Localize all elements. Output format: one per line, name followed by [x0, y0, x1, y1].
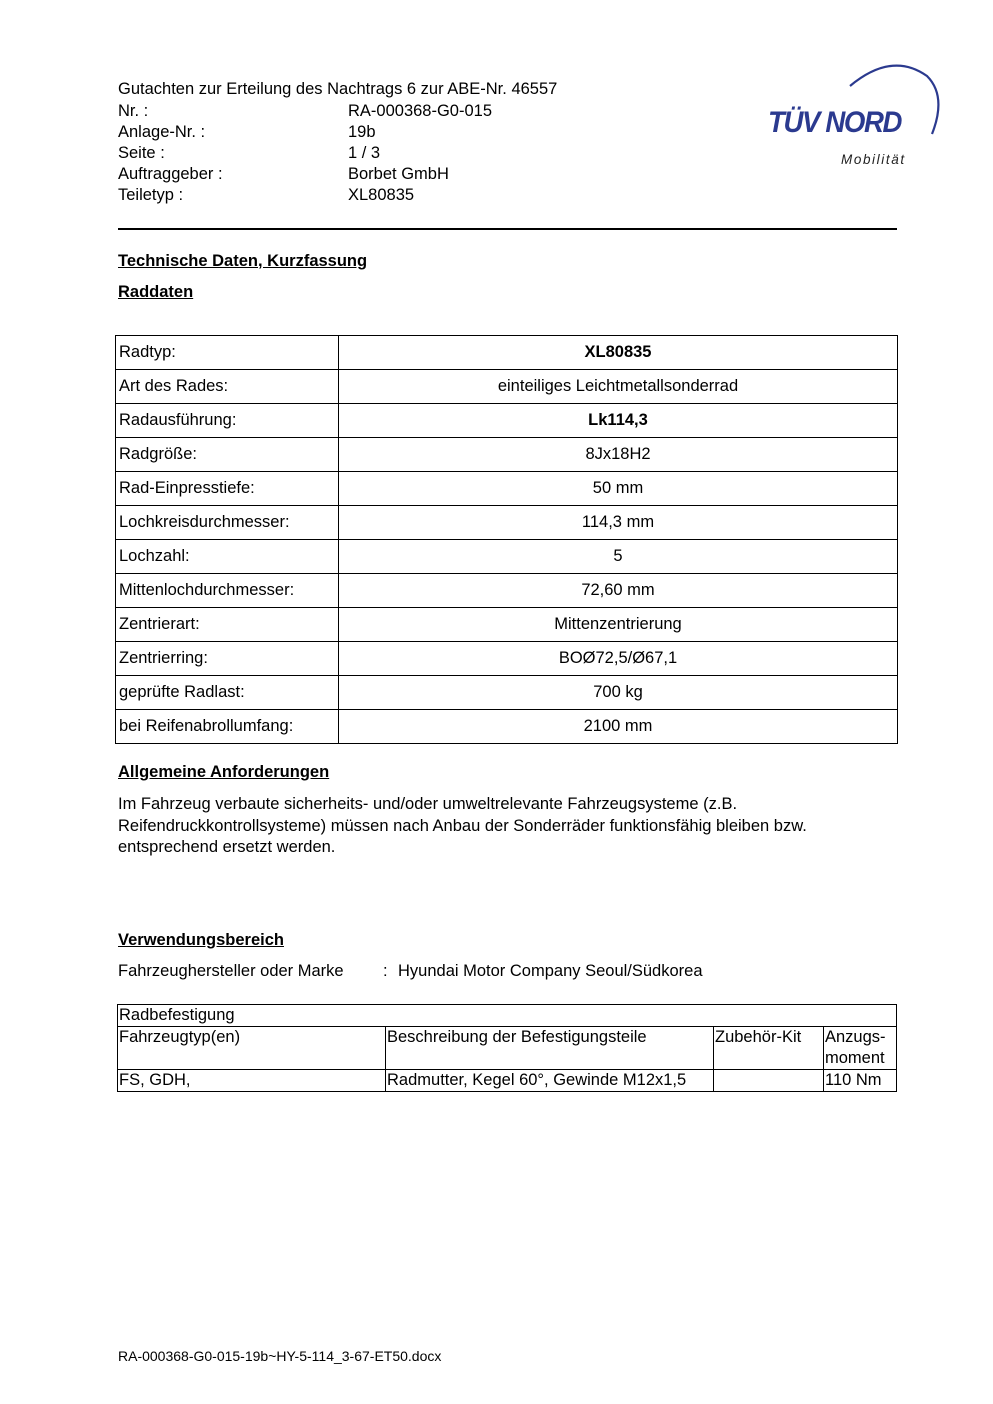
row-value: 50 mm — [339, 472, 898, 506]
radbefestigung-table — [117, 1004, 897, 1092]
row-label: Radgröße: — [116, 438, 339, 472]
row-value: XL80835 — [339, 336, 898, 370]
document-title: Gutachten zur Erteilung des Nachtrags 6 zur ABE-Nr. 46557 — [118, 80, 558, 98]
table-title-row — [118, 1005, 897, 1027]
table-row — [116, 676, 898, 710]
table-row — [116, 472, 898, 506]
table-title: Radbefestigung — [118, 1005, 897, 1027]
row-value: einteiliges Leichtmetallsonderrad — [339, 370, 898, 404]
hersteller-separator: : — [383, 962, 388, 980]
row-label: Lochzahl: — [116, 540, 339, 574]
row-label: Radtyp: — [116, 336, 339, 370]
header-label: Teiletyp : — [118, 186, 184, 204]
row-value: 5 — [339, 540, 898, 574]
header-label: Anlage-Nr. : — [118, 123, 206, 141]
row-value: Lk114,3 — [339, 404, 898, 438]
table-row — [116, 370, 898, 404]
table-row — [116, 642, 898, 676]
table-row — [116, 540, 898, 574]
header-value: XL80835 — [348, 186, 415, 204]
table-row — [116, 710, 898, 744]
row-value: 72,60 mm — [339, 574, 898, 608]
table-cell: Radmutter, Kegel 60°, Gewinde M12x1,5 — [386, 1070, 714, 1092]
row-value: 114,3 mm — [339, 506, 898, 540]
section-heading-verwendungsbereich: Verwendungsbereich — [118, 931, 284, 949]
header-label: Nr. : — [118, 102, 149, 120]
row-label: Zentrierart: — [116, 608, 339, 642]
row-value: 2100 mm — [339, 710, 898, 744]
table-row — [116, 608, 898, 642]
header-divider — [118, 228, 897, 230]
raddaten-table — [115, 335, 898, 744]
table-row — [116, 336, 898, 370]
column-header: Fahrzeugtyp(en) — [118, 1027, 386, 1070]
table-row — [116, 438, 898, 472]
row-value: BOØ72,5/Ø67,1 — [339, 642, 898, 676]
column-header: Beschreibung der Befestigungsteile — [386, 1027, 714, 1070]
row-value: 8Jx18H2 — [339, 438, 898, 472]
table-header-row — [118, 1027, 897, 1070]
section-heading-technische-daten: Technische Daten, Kurzfassung — [118, 252, 368, 270]
row-label: Art des Rades: — [116, 370, 339, 404]
tuev-nord-logo — [762, 56, 942, 171]
hersteller-label: Fahrzeughersteller oder Marke — [118, 962, 344, 980]
header-value: 1 / 3 — [348, 144, 381, 162]
footer-filename: RA-000368-G0-015-19b~HY-5-114_3-67-ET50.docx — [118, 1348, 442, 1364]
row-value: Mittenzentrierung — [339, 608, 898, 642]
row-label: Zentrierring: — [116, 642, 339, 676]
header-value: Borbet GmbH — [348, 165, 449, 183]
logo-text: TÜV NORD — [768, 106, 902, 139]
header-label: Seite : — [118, 144, 165, 162]
column-header: Zubehör-Kit — [714, 1027, 824, 1070]
row-label: Mittenlochdurchmesser: — [116, 574, 339, 608]
header-label: Auftraggeber : — [118, 165, 223, 183]
table-row — [116, 574, 898, 608]
table-row — [118, 1070, 897, 1092]
row-label: Lochkreisdurchmesser: — [116, 506, 339, 540]
column-header: Anzugs- moment — [824, 1027, 897, 1070]
row-label: Rad-Einpresstiefe: — [116, 472, 339, 506]
hersteller-value: Hyundai Motor Company Seoul/Südkorea — [398, 962, 703, 980]
table-row — [116, 404, 898, 438]
row-value: 700 kg — [339, 676, 898, 710]
logo-subtitle: Mobilität — [841, 152, 906, 167]
row-label: bei Reifenabrollumfang: — [116, 710, 339, 744]
section-heading-allgemeine-anforderungen: Allgemeine Anforderungen — [118, 763, 330, 781]
header-value: 19b — [348, 123, 376, 141]
table-cell — [714, 1070, 824, 1092]
header-value: RA-000368-G0-015 — [348, 102, 493, 120]
row-label: geprüfte Radlast: — [116, 676, 339, 710]
row-label: Radausführung: — [116, 404, 339, 438]
table-cell: FS, GDH, — [118, 1070, 386, 1092]
section-heading-raddaten: Raddaten — [118, 283, 194, 301]
table-row — [116, 506, 898, 540]
allgemeine-anforderungen-text: Im Fahrzeug verbaute sicherheits- und/oder umweltrelevante Fahrzeugsysteme (z.B. Reifendruckkontrollsysteme) müssen nach Anbau der Sonderräder funktionsfähig bleiben bzw. entsprechend ersetzt werden. — [118, 795, 807, 856]
table-cell: 110 Nm — [824, 1070, 897, 1092]
